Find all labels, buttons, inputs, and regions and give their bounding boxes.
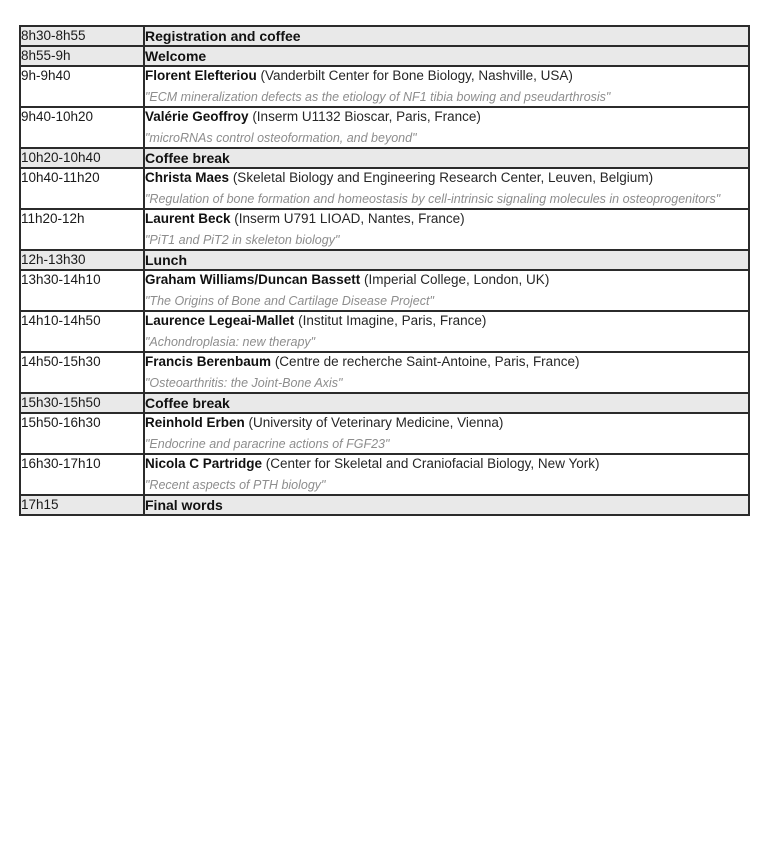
speaker-line (145, 414, 748, 453)
speaker-name: Laurent Beck (145, 211, 231, 226)
speaker-line (145, 210, 748, 249)
schedule-session-cell (144, 311, 749, 352)
schedule-row (20, 250, 749, 270)
schedule-session-cell (144, 46, 749, 66)
break-label: Welcome (145, 48, 207, 64)
speaker-line (145, 312, 748, 351)
speaker-affiliation: (Center for Skeletal and Craniofacial Biology, New York) (265, 456, 600, 471)
speaker-name: Nicola C Partridge (145, 456, 263, 471)
schedule-row (20, 107, 749, 148)
speaker-name: Laurence Legeai-Mallet (145, 313, 295, 328)
speaker-line (145, 169, 748, 208)
talk-title: "Regulation of bone formation and homeostasis by cell-intrinsic signaling molecules in osteoprogenitors" (145, 192, 721, 206)
talk-title: "ECM mineralization defects as the etiology of NF1 tibia bowing and pseudarthrosis" (145, 90, 611, 104)
schedule-time-cell: 9h40-10h20 (20, 107, 144, 148)
schedule-time-cell: 12h-13h30 (20, 250, 144, 270)
schedule-time-cell: 15h50-16h30 (20, 413, 144, 454)
break-label: Final words (145, 497, 223, 513)
schedule-time-cell: 9h-9h40 (20, 66, 144, 107)
schedule-session-cell (144, 148, 749, 168)
schedule-row (20, 26, 749, 46)
schedule-row (20, 413, 749, 454)
schedule-time-cell: 8h55-9h (20, 46, 144, 66)
speaker-line (145, 67, 748, 106)
schedule-session-cell (144, 495, 749, 515)
speaker-affiliation: (Centre de recherche Saint-Antoine, Paris, France) (274, 354, 580, 369)
speaker-affiliation: (University of Veterinary Medicine, Vienna) (248, 415, 504, 430)
speaker-line (145, 108, 748, 147)
talk-title: "microRNAs control osteoformation, and beyond" (145, 131, 417, 145)
talk-title: "Recent aspects of PTH biology" (145, 478, 326, 492)
speaker-affiliation: (Vanderbilt Center for Bone Biology, Nashville, USA) (260, 68, 573, 83)
talk-title: "Endocrine and paracrine actions of FGF23" (145, 437, 390, 451)
speaker-line (145, 353, 748, 392)
speaker-name: Valérie Geoffroy (145, 109, 249, 124)
schedule-time-cell: 13h30-14h10 (20, 270, 144, 311)
speaker-name: Christa Maes (145, 170, 230, 185)
schedule-row (20, 393, 749, 413)
schedule-row (20, 352, 749, 393)
schedule-session-cell (144, 209, 749, 250)
schedule-time-cell: 11h20-12h (20, 209, 144, 250)
speaker-name: Florent Elefteriou (145, 68, 257, 83)
schedule-session-cell (144, 66, 749, 107)
schedule-time-cell: 14h10-14h50 (20, 311, 144, 352)
talk-title: "The Origins of Bone and Cartilage Disease Project" (145, 294, 434, 308)
schedule-time-cell: 10h40-11h20 (20, 168, 144, 209)
schedule-time-cell: 15h30-15h50 (20, 393, 144, 413)
schedule-row (20, 66, 749, 107)
schedule-row (20, 168, 749, 209)
schedule-row (20, 311, 749, 352)
schedule-row (20, 209, 749, 250)
talk-title: "PiT1 and PiT2 in skeleton biology" (145, 233, 340, 247)
schedule-table-body (20, 26, 749, 515)
schedule-time-cell: 17h15 (20, 495, 144, 515)
break-label: Lunch (145, 252, 187, 268)
speaker-affiliation: (Skeletal Biology and Engineering Research Center, Leuven, Belgium) (232, 170, 654, 185)
schedule-session-cell (144, 26, 749, 46)
schedule-time-cell: 16h30-17h10 (20, 454, 144, 495)
speaker-line (145, 271, 748, 310)
schedule-session-cell (144, 270, 749, 311)
schedule-time-cell: 10h20-10h40 (20, 148, 144, 168)
schedule-session-cell (144, 413, 749, 454)
talk-title: "Achondroplasia: new therapy" (145, 335, 316, 349)
speaker-affiliation: (Institut Imagine, Paris, France) (298, 313, 487, 328)
speaker-affiliation: (Inserm U791 LIOAD, Nantes, France) (234, 211, 465, 226)
break-label: Registration and coffee (145, 28, 301, 44)
schedule-row (20, 270, 749, 311)
talk-title: "Osteoarthritis: the Joint-Bone Axis" (145, 376, 343, 390)
schedule-session-cell (144, 107, 749, 148)
break-label: Coffee break (145, 150, 230, 166)
schedule-table (19, 25, 750, 516)
schedule-time-cell: 14h50-15h30 (20, 352, 144, 393)
schedule-time-cell: 8h30-8h55 (20, 26, 144, 46)
speaker-name: Francis Berenbaum (145, 354, 272, 369)
schedule-row (20, 495, 749, 515)
schedule-row (20, 454, 749, 495)
schedule-session-cell (144, 250, 749, 270)
speaker-name: Graham Williams/Duncan Bassett (145, 272, 361, 287)
schedule-session-cell (144, 393, 749, 413)
speaker-line (145, 455, 748, 494)
schedule-row (20, 148, 749, 168)
schedule-session-cell (144, 168, 749, 209)
speaker-affiliation: (Inserm U1132 Bioscar, Paris, France) (252, 109, 481, 124)
speaker-name: Reinhold Erben (145, 415, 245, 430)
schedule-session-cell (144, 352, 749, 393)
break-label: Coffee break (145, 395, 230, 411)
speaker-affiliation: (Imperial College, London, UK) (363, 272, 550, 287)
schedule-session-cell (144, 454, 749, 495)
schedule-row (20, 46, 749, 66)
